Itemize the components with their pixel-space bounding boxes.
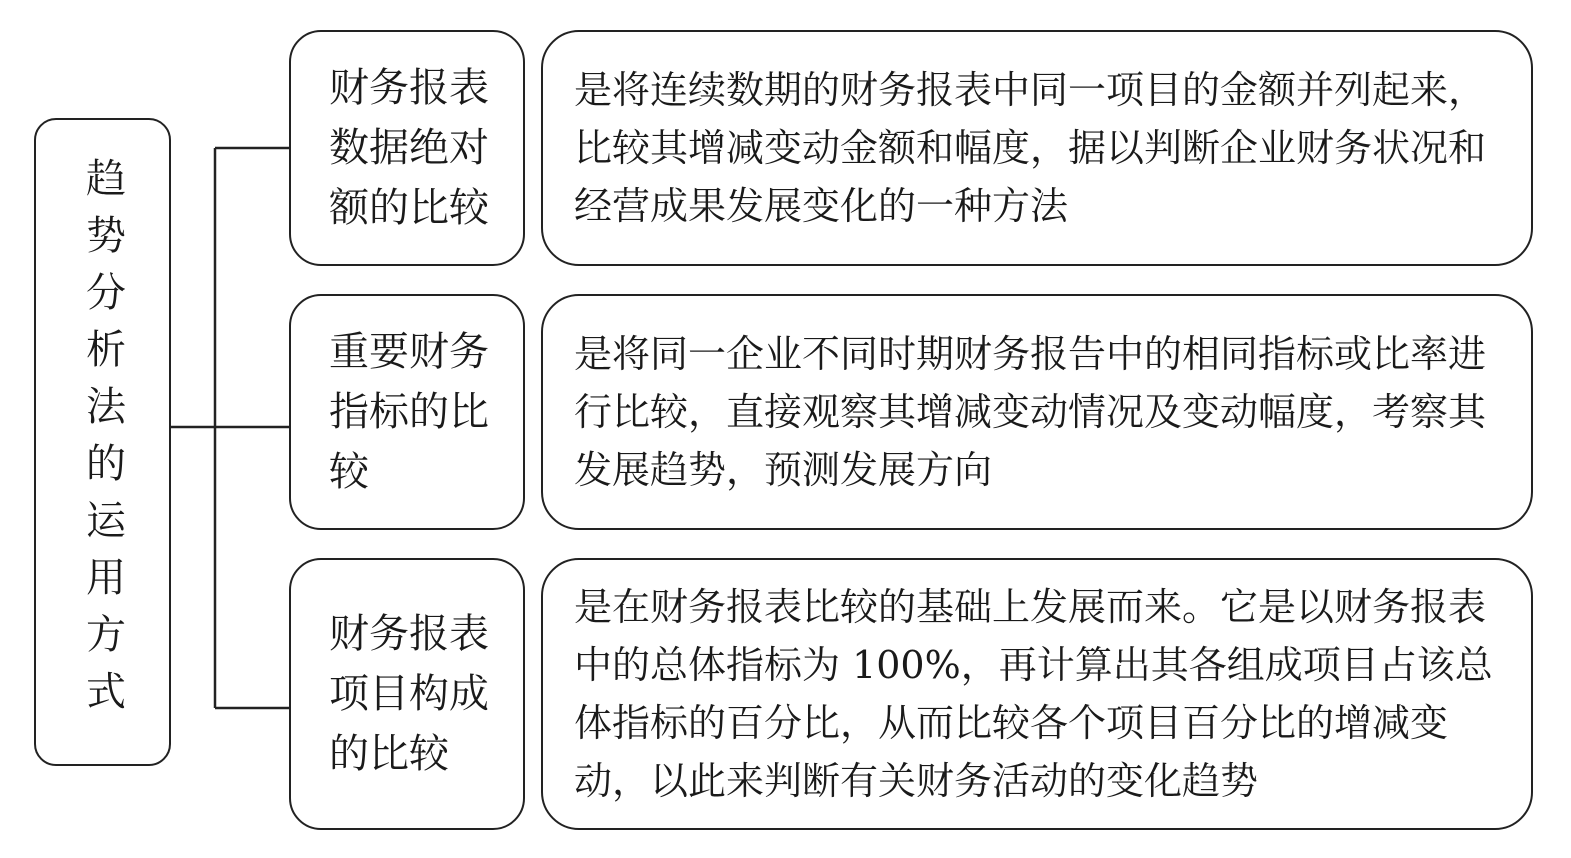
method-description: 是在财务报表比较的基础上发展而来。它是以财务报表中的总体指标为 100%，再计算出其各组成项目占该总体指标的百分比，从而比较各个项目百分比的增减变动，以此来判断有关财务活动的变化趋势 — [574, 585, 1493, 803]
root-node — [34, 118, 171, 766]
method-node-absolute-amount — [289, 30, 525, 266]
description-node-key-indicators — [541, 294, 1533, 530]
method-label: 重要财务 指标的比 较 — [329, 329, 489, 495]
method-description: 是将连续数期的财务报表中同一项目的金额并列起来，比较其增减变动金额和幅度，据以判断企业财务状况和经营成果发展变化的一种方法 — [574, 68, 1487, 228]
method-description: 是将同一企业不同时期财务报告中的相同指标或比率进行比较，直接观察其增减变动情况及变动幅度，考察其发展趋势，预测发展方向 — [574, 332, 1487, 492]
method-label: 财务报表 项目构成 的比较 — [329, 611, 489, 777]
method-node-key-indicators — [289, 294, 525, 530]
root-label: 趋势分析法的运用方式 — [79, 157, 126, 727]
description-node-item-composition — [541, 558, 1533, 830]
method-label: 财务报表 数据绝对 额的比较 — [329, 65, 489, 231]
description-node-absolute-amount — [541, 30, 1533, 266]
method-node-item-composition — [289, 558, 525, 830]
